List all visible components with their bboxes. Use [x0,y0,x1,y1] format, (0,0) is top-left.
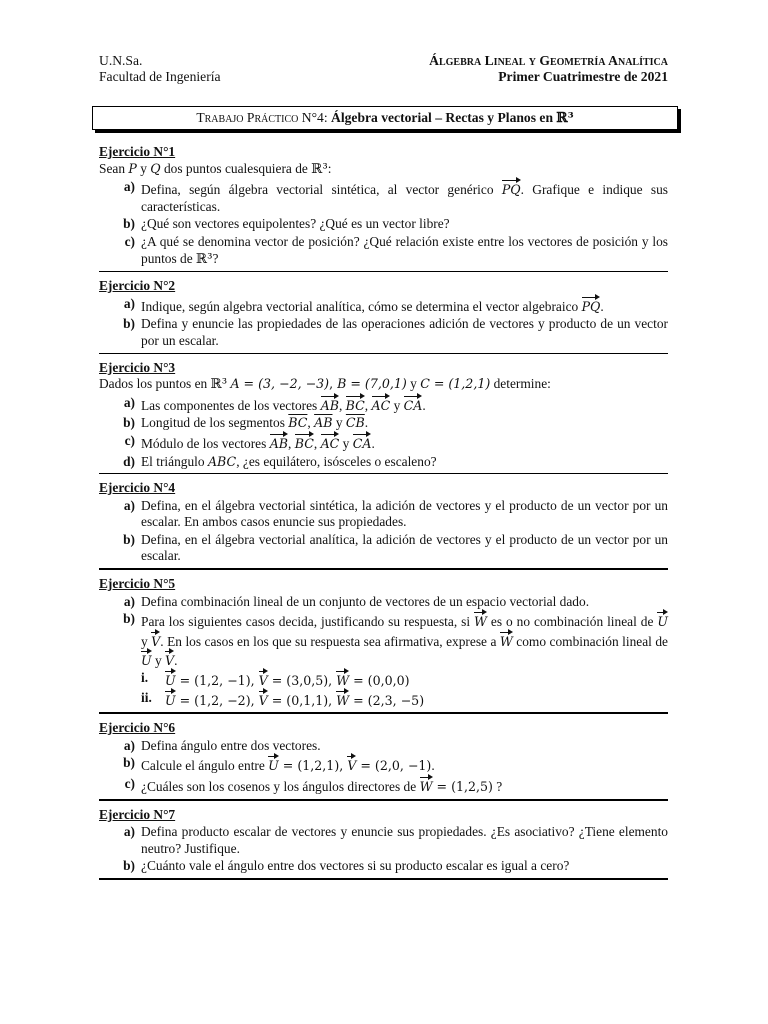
vector-bc: BC [295,433,314,453]
vector-u: U [657,611,668,631]
exercise-5 [99,576,668,714]
exercise-item [99,498,668,531]
intro-text: : [327,160,332,176]
item-label: c) [124,776,135,791]
exercise-intro [99,376,668,394]
term: Primer Cuatrimestre de 2021 [498,69,668,84]
point-c: C = (1,2,1) [420,376,491,392]
vector-bc: BC [346,395,365,415]
item-text-part: Longitud de los segmentos [141,415,289,431]
point-p: P [128,160,137,176]
vector-v: V [165,650,174,670]
separator: y [151,653,166,669]
intro-text: y [136,160,151,176]
vector-w: W [336,670,349,690]
item-label: a) [123,497,135,513]
vector-v: V [259,670,268,690]
case-item [141,670,668,690]
exercise-title: Ejercicio N°7 [99,806,176,822]
vector-value: = (2,3, −5) [349,692,425,708]
item-text: Defina combinación lineal de un conjunto de vectores de un espacio vectorial dado. [141,593,590,609]
assignment-title-box [92,106,678,130]
separator: . [364,415,369,431]
item-text: ¿Qué son vectores equipolentes? ¿Qué es un vector libre? [141,216,450,232]
vector-value: = (3,0,5), [267,673,337,689]
item-text-part: Defina, según álgebra vectorial sintética, al vector genérico [141,182,502,198]
exercise-title: Ejercicio N°1 [99,144,176,159]
separator: y [339,435,353,451]
intro-text: determine: [490,376,551,392]
point-a: A = (3, −2, −3) [230,376,330,392]
item-label: d) [123,453,135,469]
item-text-part: ¿A qué se denomina vector de posición? ¿Qué relación existe entre los vectores de posición y los puntos de [141,233,668,266]
item-label: c) [124,233,135,249]
item-text-part: Para los siguientes casos decida, justificando su respuesta, si [141,614,474,630]
segment-ab: $\overline{AB}$ [314,415,333,431]
separator: . [431,758,435,774]
item-label: a) [123,593,135,609]
exercise-item [99,454,668,471]
vector-ca: CA [353,433,372,453]
institution-header [99,53,221,85]
item-text [141,755,668,775]
case-item [141,690,668,710]
exercise-item [99,858,668,875]
vector-value: = (0,0,0) [349,673,410,689]
vector-u: U [165,690,176,710]
vector-w: W [420,776,433,796]
assignment-topic: Álgebra vectorial – Rectas y Planos en [331,110,557,125]
exercise-item [99,234,668,268]
vector-value: = (2,0, −1) [356,758,432,774]
vector-ca: CA [404,395,423,415]
exercise-4 [99,480,668,570]
vector-ab: AB [270,433,288,453]
item-text: Defina, en el álgebra vectorial sintética, la adición de vectores y el producto de un vector por un escalar. En ambos casos enuncie sus propiedades. [141,497,668,530]
item-label: b) [123,415,135,431]
item-text [141,433,668,453]
item-text-part: . [600,298,604,314]
item-label: a) [123,824,135,840]
item-text-part: Módulo de los vectores [141,435,270,451]
item-text: Defina producto escalar de vectores y enuncie sus propiedades. ¿Es asociativo? ¿Tiene elemento neutro? Justifique. [141,824,668,856]
exercise-item [99,433,668,453]
item-text [141,415,668,432]
item-text-part: Indique, según algebra vectorial analítica, cómo se determina el vector algebraico [141,298,582,314]
r3-symbol: ℝ³ [196,251,213,267]
item-text: ¿Cuánto vale el ángulo entre dos vectores si su producto escalar es igual a cero? [141,858,570,874]
exercise-item [99,296,668,316]
vector-v: V [259,690,268,710]
intro-text: dos puntos cualesquiera de [160,160,312,176]
point-b: B = (7,0,1) [337,376,407,392]
separator: , [329,376,338,392]
item-label: b) [123,755,135,771]
item-text: Defina, en el álgebra vectorial analítica, la adición de vectores y el producto de un vector por un escalar. [141,531,668,564]
exercise-item [99,395,668,415]
vector-ac: AC [321,433,340,453]
exercise-title: Ejercicio N°2 [99,278,176,294]
separator: . [371,435,375,451]
vector-u: U [165,670,176,690]
case-text [165,670,410,690]
assignment-space: ℝ³ [556,110,574,126]
item-text [141,296,668,316]
exercise-item [99,755,668,775]
case-text [165,690,424,710]
exercise-3 [99,360,668,475]
item-text: Defina ángulo entre dos vectores. [141,737,321,753]
exercise-7 [99,807,668,880]
vector-v: V [347,755,356,775]
point-q: Q [150,160,161,176]
item-label: b) [123,531,135,547]
separator: , [307,415,315,431]
vector-value: = (1,2,1), [278,758,348,774]
item-text [141,776,668,796]
exercise-title: Ejercicio N°4 [99,480,176,496]
exercise-intro [99,161,668,179]
vector-v: V [151,631,160,651]
item-label: a) [123,394,135,410]
separator: , [364,397,372,413]
item-text-part: ? [492,779,503,794]
vector-pq: PQ [502,179,521,199]
item-label: b) [123,611,135,627]
vector-value: = (1,2, −2), [175,692,259,708]
item-text [141,234,668,268]
triangle-abc: ABC [207,453,237,469]
exercise-item [99,776,668,796]
item-text-part: ? [212,250,219,266]
segment-bc: $\overline{BC}$ [288,415,308,431]
exercise-2 [99,278,668,353]
exercise-title: Ejercicio N°6 [99,720,176,736]
exercise-item [99,316,668,349]
item-text: Defina y enuncie las propiedades de las operaciones adición de vectores y producto de un vector por un escalar. [141,316,668,348]
exercise-title: Ejercicio N°3 [99,359,176,375]
item-text-part: El triángulo [141,453,208,469]
course-header [429,53,668,85]
separator: y [141,633,152,649]
vector-pq: PQ [582,296,601,316]
item-text-part: es o no combinación lineal de [486,614,658,630]
item-label: b) [123,216,135,232]
exercise-list [99,144,668,880]
intro-text: y [406,376,421,392]
separator: y [390,397,404,413]
intro-text: Sean [99,160,129,176]
segment-cb: $\overline{CB}$ [345,415,365,431]
case-label: ii. [141,689,152,705]
exercise-title: Ejercicio N°5 [99,576,176,592]
exercise-6 [99,720,668,800]
exercise-item [99,738,668,755]
vector-value: = (1,2,5) [432,779,493,794]
item-text [141,395,668,415]
separator: . [174,653,178,669]
item-text-part: Calcule el ángulo entre [141,758,269,774]
item-label: b) [123,858,135,874]
item-text-part: . Grafique e indique sus características. [141,182,668,214]
separator: . [422,397,426,413]
case-label: i. [141,670,149,686]
exercise-item [99,611,668,670]
item-label: a) [123,179,135,195]
exercise-item [99,532,668,565]
item-text [141,179,668,215]
faculty-name: Facultad de Ingeniería [99,69,221,84]
r3-symbol: ℝ³ [311,161,328,177]
item-label: b) [123,316,135,332]
r3-symbol: ℝ³ [210,377,228,393]
item-text-part: Las componentes de los vectores [141,397,321,413]
vector-ac: AC [372,395,391,415]
vector-value: = (1,2, −1), [175,673,259,689]
vector-w: W [336,690,349,710]
separator: , [288,435,295,451]
separator: , [338,397,346,413]
separator: y [332,415,346,431]
item-label: a) [123,737,135,753]
exercise-item [99,824,668,857]
assignment-prefix: Trabajo Práctico N°4: [196,110,332,125]
course-name: Álgebra Lineal y Geometría Analítica [429,53,668,68]
vector-w: W [500,631,513,651]
item-text [141,611,668,670]
item-text-part: . En los casos en los que su respuesta sea afirmativa, exprese a [160,633,500,649]
exercise-item [99,179,668,215]
exercise-item [99,415,668,432]
item-text-part: como combinación lineal de [512,633,668,649]
item-text [141,454,668,471]
item-label: c) [124,432,135,448]
vector-ab: AB [321,395,339,415]
university-name: U.N.Sa. [99,53,143,68]
item-text-part: , ¿es equilátero, isósceles o escaleno? [236,453,437,469]
exercise-item [99,594,668,611]
vector-value: = (0,1,1), [267,692,337,708]
item-text-part: ¿Cuáles son los cosenos y los ángulos directores de [141,779,420,794]
exercise-1 [99,144,668,272]
separator: , [313,435,321,451]
item-label: a) [123,295,135,311]
vector-w: W [474,611,487,631]
vector-u: U [141,650,152,670]
vector-u: U [268,755,279,775]
exercise-item [99,216,668,233]
intro-text: Dados los puntos en [99,376,211,392]
